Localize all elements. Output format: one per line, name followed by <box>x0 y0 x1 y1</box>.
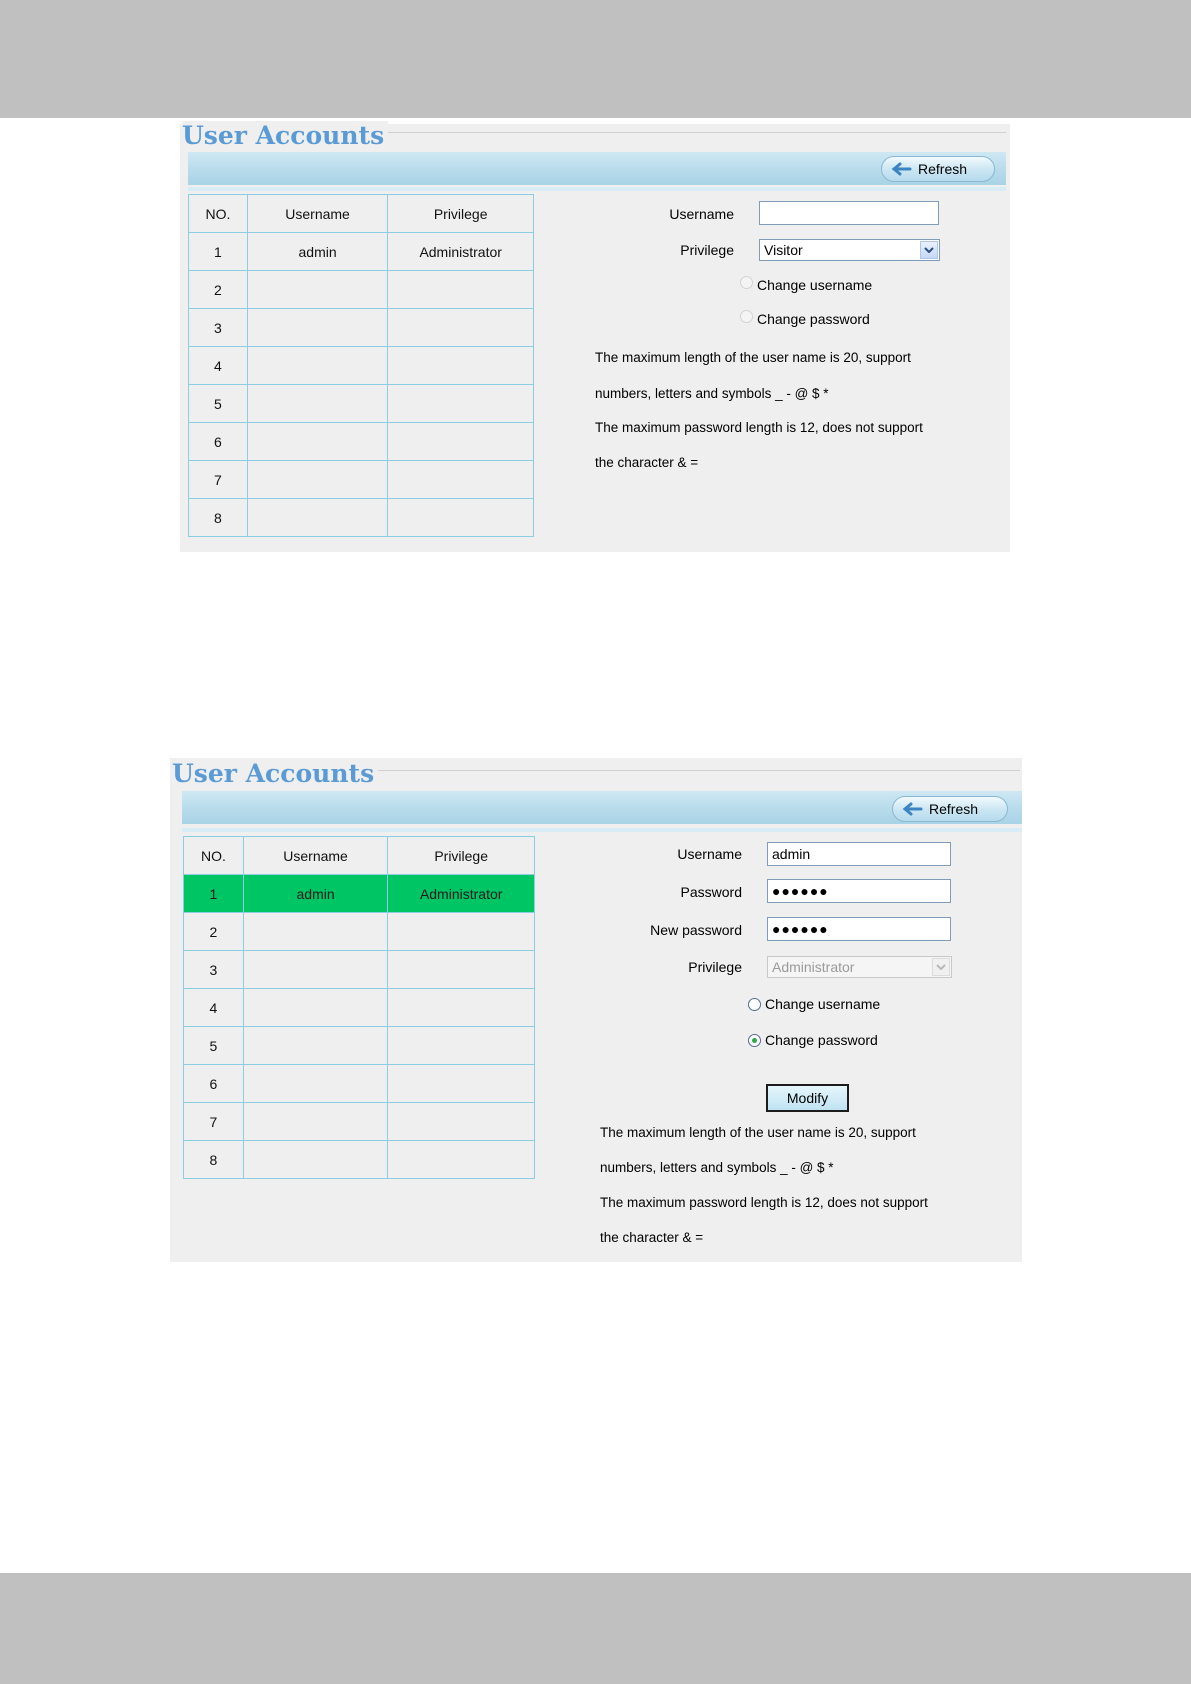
row-username <box>247 499 388 537</box>
table-header-row <box>189 195 534 233</box>
row-privilege <box>388 385 534 423</box>
change-password-label: Change password <box>757 311 870 327</box>
table-row[interactable] <box>184 989 535 1027</box>
refresh-label: Refresh <box>918 161 968 177</box>
column-header-privilege: Privilege <box>388 195 534 233</box>
password-input[interactable]: ●●●●●● <box>767 879 951 903</box>
row-no: 5 <box>184 1027 244 1065</box>
username-symbols-note: numbers, letters and symbols _ - @ $ * <box>600 1160 834 1175</box>
column-header-username: Username <box>247 195 388 233</box>
username-input[interactable]: admin <box>767 842 951 866</box>
change-username-label: Change username <box>765 996 881 1012</box>
row-privilege <box>388 1103 535 1141</box>
panel-title: User Accounts <box>182 121 388 151</box>
table-row[interactable] <box>184 913 535 951</box>
table-row[interactable] <box>189 499 534 537</box>
refresh-button[interactable] <box>881 156 995 182</box>
toolbar-divider <box>188 187 1006 191</box>
accounts-table <box>188 194 534 537</box>
row-username <box>247 347 388 385</box>
row-privilege <box>388 951 535 989</box>
row-no: 6 <box>184 1065 244 1103</box>
column-header-privilege: Privilege <box>388 837 535 875</box>
table-row[interactable] <box>189 423 534 461</box>
change-password-radio[interactable] <box>740 310 753 323</box>
username-rule-note: The maximum length of the user name is 20, support <box>600 1125 916 1140</box>
password-label: Password <box>680 884 742 900</box>
row-username <box>243 913 388 951</box>
row-no: 4 <box>189 347 248 385</box>
change-password-option[interactable] <box>740 311 870 327</box>
row-no: 4 <box>184 989 244 1027</box>
table-row[interactable] <box>189 385 534 423</box>
table-row[interactable] <box>184 1027 535 1065</box>
row-privilege <box>388 499 534 537</box>
row-username <box>243 1103 388 1141</box>
change-username-radio[interactable] <box>740 276 753 289</box>
row-username: admin <box>243 875 388 913</box>
table-row[interactable] <box>184 1141 535 1179</box>
table-header-row <box>184 837 535 875</box>
row-no: 2 <box>189 271 248 309</box>
refresh-icon <box>901 801 927 817</box>
toolbar-divider <box>182 828 1022 832</box>
table-row[interactable] <box>184 1103 535 1141</box>
panel-title: User Accounts <box>172 759 378 789</box>
row-username <box>247 423 388 461</box>
password-rule-note: The maximum password length is 12, does not support <box>595 420 923 435</box>
change-password-option[interactable] <box>748 1032 878 1048</box>
table-row[interactable] <box>189 347 534 385</box>
row-username: admin <box>247 233 388 271</box>
username-symbols-note: numbers, letters and symbols _ - @ $ * <box>595 386 829 401</box>
row-privilege <box>388 989 535 1027</box>
privilege-select[interactable] <box>759 239 940 261</box>
row-privilege: Administrator <box>388 233 534 271</box>
row-no: 3 <box>189 309 248 347</box>
table-row[interactable] <box>189 309 534 347</box>
user-accounts-panel-visitor <box>180 121 1010 552</box>
table-row[interactable] <box>189 233 534 271</box>
privilege-select-value: Administrator <box>772 959 855 975</box>
page-footer-band <box>0 1573 1191 1684</box>
row-username <box>247 461 388 499</box>
chevron-down-icon[interactable] <box>920 241 938 259</box>
change-username-label: Change username <box>757 277 873 293</box>
table-row-selected[interactable] <box>184 875 535 913</box>
username-rule-note: The maximum length of the user name is 20, support <box>595 350 911 365</box>
row-username <box>243 989 388 1027</box>
refresh-button[interactable] <box>892 796 1008 822</box>
change-username-option[interactable] <box>740 277 872 293</box>
row-username <box>243 1141 388 1179</box>
chevron-down-icon[interactable] <box>932 958 950 976</box>
title-divider <box>350 132 1006 133</box>
row-privilege <box>388 461 534 499</box>
row-privilege <box>388 1027 535 1065</box>
password-rule-note: The maximum password length is 12, does not support <box>600 1195 928 1210</box>
row-privilege <box>388 913 535 951</box>
user-accounts-panel-admin <box>170 758 1022 1262</box>
row-privilege <box>388 1141 535 1179</box>
row-privilege <box>388 1065 535 1103</box>
row-no: 5 <box>189 385 248 423</box>
row-no: 3 <box>184 951 244 989</box>
row-privilege <box>388 271 534 309</box>
row-privilege <box>388 309 534 347</box>
refresh-icon <box>890 161 916 177</box>
new-password-label: New password <box>650 922 742 938</box>
row-no: 7 <box>189 461 248 499</box>
change-password-radio[interactable] <box>748 1034 761 1047</box>
change-password-label: Change password <box>765 1032 878 1048</box>
row-privilege <box>388 347 534 385</box>
title-divider <box>348 770 1020 771</box>
privilege-select[interactable] <box>767 956 952 978</box>
table-row[interactable] <box>189 271 534 309</box>
new-password-input[interactable]: ●●●●●● <box>767 917 951 941</box>
row-username <box>243 951 388 989</box>
username-label: Username <box>677 846 742 862</box>
row-no: 8 <box>184 1141 244 1179</box>
refresh-label: Refresh <box>929 801 979 817</box>
privilege-select-value: Visitor <box>764 242 803 258</box>
row-username <box>247 309 388 347</box>
privilege-label: Privilege <box>688 959 742 975</box>
row-username <box>247 385 388 423</box>
row-no: 1 <box>189 233 248 271</box>
row-no: 7 <box>184 1103 244 1141</box>
page-header-band <box>0 0 1191 118</box>
row-username <box>247 271 388 309</box>
row-privilege: Administrator <box>388 875 535 913</box>
change-username-radio[interactable] <box>748 998 761 1011</box>
row-no: 6 <box>189 423 248 461</box>
row-no: 1 <box>184 875 244 913</box>
table-row[interactable] <box>184 951 535 989</box>
column-header-no: NO. <box>184 837 244 875</box>
table-row[interactable] <box>189 461 534 499</box>
row-privilege <box>388 423 534 461</box>
password-chars-note: the character & = <box>595 455 699 470</box>
table-row[interactable] <box>184 1065 535 1103</box>
row-username <box>243 1027 388 1065</box>
modify-button[interactable]: Modify <box>766 1084 849 1112</box>
row-no: 2 <box>184 913 244 951</box>
accounts-table <box>183 836 535 1179</box>
column-header-username: Username <box>243 837 388 875</box>
username-input[interactable] <box>759 201 939 225</box>
password-chars-note: the character & = <box>600 1230 704 1245</box>
column-header-no: NO. <box>189 195 248 233</box>
row-no: 8 <box>189 499 248 537</box>
privilege-label: Privilege <box>680 242 734 258</box>
username-label: Username <box>669 206 734 222</box>
row-username <box>243 1065 388 1103</box>
change-username-option[interactable] <box>748 996 880 1012</box>
